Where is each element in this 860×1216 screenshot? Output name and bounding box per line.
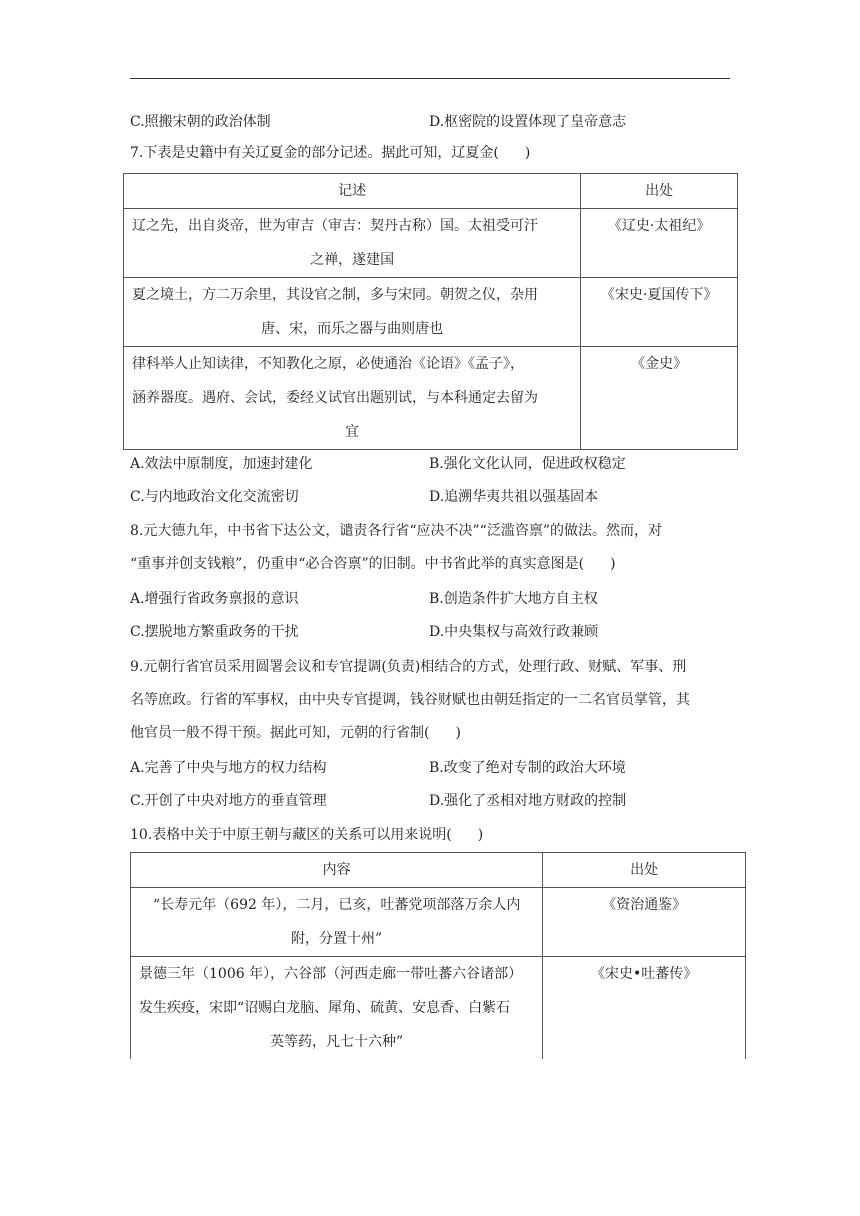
q8-option-b: B.创造条件扩大地方自主权	[429, 591, 598, 607]
table-row	[124, 278, 738, 347]
q7-option-b: B.强化文化认同，促进政权稳定	[429, 456, 626, 472]
q7-row2-source: 《宋史·夏国传下》	[581, 278, 738, 347]
q7-row3-line2: 涵养器度。遇府、会试，委经义试官出题别试，与本科通定去留为	[132, 390, 538, 406]
q7-table	[123, 173, 738, 450]
q7-stem: 7.下表是史籍中有关辽夏金的部分记述。据此可知，辽夏金( )	[130, 145, 531, 161]
q7-row3-line3: 宜	[345, 424, 360, 440]
q7-row2-line2: 唐、宋，而乐之器与曲则唐也	[261, 321, 444, 337]
q7-header-record: 记述	[124, 174, 581, 209]
q6-option-c: C.照搬宋朝的政治体制	[130, 114, 271, 130]
q9-stem-line2: 名等庶政。行省的军事权，由中央专官提调，钱谷财赋也由朝廷指定的一二名官员掌管，其	[130, 692, 690, 708]
q10-stem: 10.表格中关于中原王朝与藏区的关系可以用来说明( )	[130, 827, 484, 843]
q7-row3-line1: 律科举人止知读律，不知教化之原，必使通治《论语》《孟子》，	[132, 356, 524, 372]
q7-row3-source: 《金史》	[581, 347, 738, 450]
q10-row2-line2: 发生疾疫，宋即“诏赐白龙脑、犀角、硫黄、安息香、白紫石	[139, 1000, 511, 1016]
q10-row2-line1: 景德三年（1006 年），六谷部（河西走廊一带吐蕃六谷诸部）	[139, 966, 523, 982]
q7-row1-line1: 辽之先，出自炎帝，世为审吉（审吉：契丹古称）国。太祖受可汗	[132, 218, 538, 234]
table-row	[131, 888, 746, 957]
header-rule	[130, 78, 730, 79]
q8-option-c: C.摆脱地方繁重政务的干扰	[130, 624, 299, 640]
q9-option-a: A.完善了中央与地方的权力结构	[130, 760, 327, 776]
q7-row1-source: 《辽史·太祖纪》	[581, 209, 738, 278]
q8-stem-line1: 8.元大德九年，中书省下达公文，谴责各行省“应决不决”“泛滥咨禀”的做法。然而，对	[130, 523, 662, 539]
q7-option-c: C.与内地政治文化交流密切	[130, 489, 299, 505]
q7-header-source: 出处	[581, 174, 738, 209]
q6-option-d: D.枢密院的设置体现了皇帝意志	[429, 114, 627, 130]
q10-row2-source: 《宋史•吐蕃传》	[543, 957, 746, 1060]
q9-option-b: B.改变了绝对专制的政治大环境	[429, 760, 626, 776]
q9-stem-line1: 9.元朝行省官员采用圆署会议和专官提调(负责)相结合的方式，处理行政、财赋、军事、刑	[130, 659, 687, 675]
q9-stem-line3: 他官员一般不得干预。据此可知，元朝的行省制( )	[130, 725, 461, 741]
q7-table-header	[124, 174, 738, 209]
q7-option-a: A.效法中原制度，加速封建化	[130, 456, 313, 472]
q9-option-d: D.强化了丞相对地方财政的控制	[429, 793, 627, 809]
q7-row2-line1: 夏之境土，方二万余里，其设官之制，多与宋同。朝贺之仪，杂用	[132, 287, 538, 303]
q10-row1-source: 《资治通鉴》	[543, 888, 746, 957]
q10-row2-line3: 英等药，凡七十六种”	[270, 1034, 404, 1050]
q7-row1-line2: 之禅，遂建国	[310, 252, 395, 268]
q10-table-header	[131, 853, 746, 888]
q8-stem-line2: “重事并创支钱粮”，仍重申“必合咨禀”的旧制。中书省此举的真实意图是( )	[130, 556, 616, 572]
q7-option-d: D.追溯华夷共祖以强基固本	[429, 489, 599, 505]
q8-option-a: A.增强行省政务禀报的意识	[130, 591, 299, 607]
table-row	[131, 957, 746, 1060]
table-row	[124, 209, 738, 278]
q9-option-c: C.开创了中央对地方的垂直管理	[130, 793, 327, 809]
q10-row1-line1: “长寿元年（692 年），二月，已亥，吐蕃党项部落万余人内	[153, 897, 521, 913]
q8-option-d: D.中央集权与高效行政兼顾	[429, 624, 599, 640]
q10-header-content: 内容	[131, 853, 543, 888]
table-row	[124, 347, 738, 450]
q10-row1-line2: 附，分置十州”	[291, 931, 383, 947]
q10-header-source: 出处	[543, 853, 746, 888]
q10-table	[130, 852, 746, 1059]
